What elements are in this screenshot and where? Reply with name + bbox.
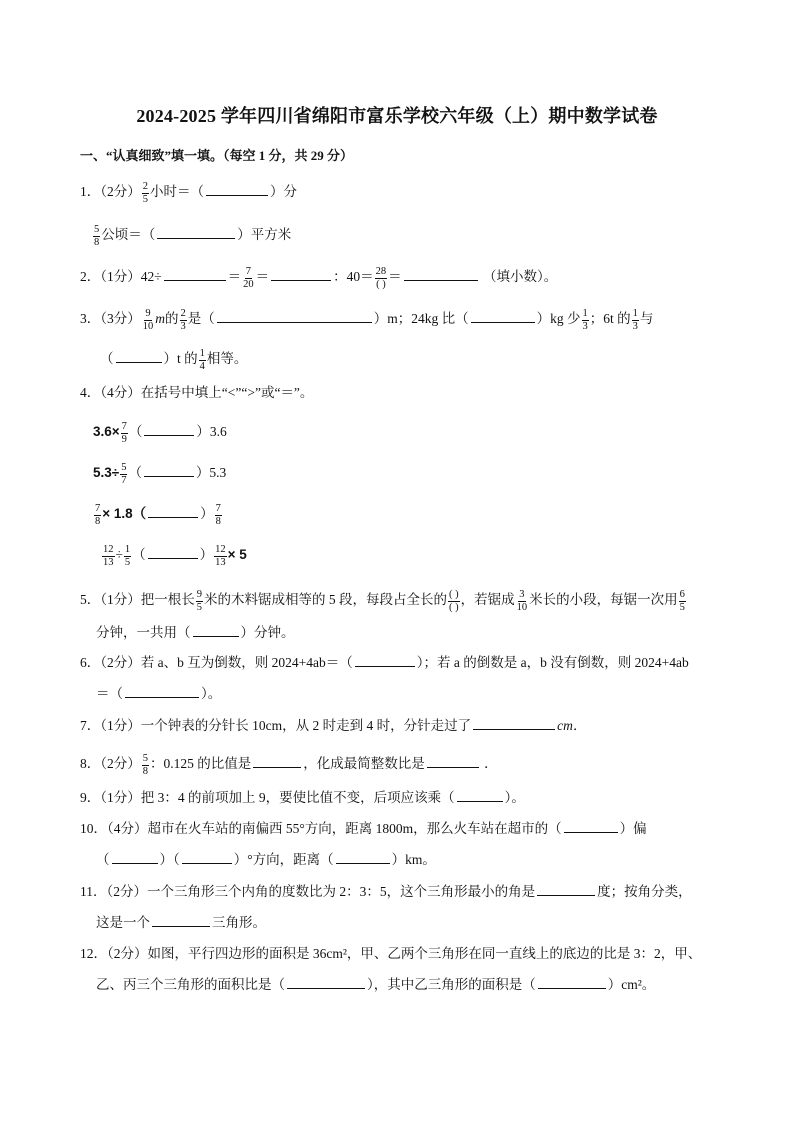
answer-blank[interactable] — [473, 719, 555, 730]
question-1b: $\frac{5}{8}$ 公顷＝（ ）平方米 — [94, 224, 292, 248]
question-7: 7．（1分）一个钟表的分针长 10cm，从 2 时走到 4 时，分针走过了 cm． — [80, 718, 587, 733]
answer-blank[interactable] — [144, 466, 194, 477]
fraction: ( ) ( ) — [449, 589, 459, 613]
fraction: $\frac{9}{10}$ — [142, 308, 154, 332]
question-11-line1: 11．（2分）一个三角形三个内角的度数比为 2：3：5，这个三角形最小的角是 度；按角分类， — [80, 884, 692, 899]
question-6-line1: 6．（2分）若 a、b 互为倒数，则 2024+4ab＝（ ）；若 a 的倒数是 a，b 没有倒数，则 2024+4ab — [80, 655, 689, 670]
answer-blank[interactable] — [336, 853, 390, 864]
answer-blank[interactable] — [271, 270, 331, 281]
fraction: $\frac{12}{13}$ — [103, 544, 114, 568]
question-11-line2: 这是一个 三角形。 — [96, 915, 266, 930]
question-3-line2: （ ）t 的 $\frac{1}{4}$ 相等。 — [100, 348, 248, 372]
answer-blank[interactable] — [538, 978, 606, 989]
question-1a: 1．（2分） $\frac{2}{5}$ 小时＝（ ）分 — [80, 181, 297, 205]
fraction: $\frac{7}{8}$ — [215, 503, 221, 527]
fraction: $\frac{7}{9}$ — [121, 421, 127, 445]
fraction: $\frac{1}{3}$ — [632, 308, 638, 332]
fraction: 28 ( ) — [375, 266, 387, 290]
fraction: $\frac{3}{10}$ — [516, 589, 528, 613]
fraction: $\frac{6}{5}$ — [679, 589, 685, 613]
answer-blank[interactable] — [182, 853, 232, 864]
question-6-line2: ＝（ ）。 — [96, 686, 222, 701]
question-12-line1: 12．（2分）如图，平行四边形的面积是 36cm²，甲、乙两个三角形在同一直线上的底边的比是 3：2，甲、 — [80, 946, 702, 961]
question-4-row2: 5.3÷ $\frac{5}{7}$ （ ）5.3 — [93, 462, 227, 486]
fraction: $\frac{1}{3}$ — [582, 308, 588, 332]
answer-blank[interactable] — [144, 425, 194, 436]
answer-blank[interactable] — [125, 687, 199, 698]
question-5-line2: 分钟，一共用（ ）分钟。 — [96, 625, 295, 640]
fraction: $\frac{2}{3}$ — [180, 308, 186, 332]
fraction: $\frac{7}{8}$ — [95, 503, 101, 527]
fraction: $\frac{7}{20}$ — [243, 266, 254, 290]
answer-blank[interactable] — [537, 885, 595, 896]
answer-blank[interactable] — [193, 626, 239, 637]
question-2: 2．（1分）42÷ ＝ $\frac{7}{20}$ ＝ ：40＝ 28 ( ) ＝ （填小数）。 — [80, 266, 558, 290]
question-5-line1: 5．（1分）把一根长 $\frac{9}{5}$ 米的木料锯成相等的 5 段，每段占全长的 ( ) ( ) ，若锯成 $\frac{3}{10}$ 米长的小段，每锯一次用 $\frac{6}{5}$ — [80, 589, 685, 613]
fraction: $\frac{12}{13}$ — [215, 544, 226, 568]
fraction: $\frac{1}{5}$ — [124, 544, 131, 568]
section-heading: 一、“认真细致”填一填。（每空 1 分，共 29 分） — [80, 148, 354, 163]
question-4-row3: $\frac{7}{8}$ × 1.8（ ） $\frac{7}{8}$ — [95, 503, 221, 527]
question-12-line2: 乙、丙三个三角形的面积比是（ ），其中乙三角形的面积是（ ）cm²。 — [96, 977, 656, 992]
question-4-row1: 3.6× $\frac{7}{9}$ （ ）3.6 — [93, 421, 227, 445]
answer-blank[interactable] — [217, 312, 372, 323]
answer-blank[interactable] — [457, 791, 503, 802]
answer-blank[interactable] — [355, 656, 415, 667]
fraction: $\frac{1}{4}$ — [199, 348, 205, 372]
answer-blank[interactable] — [427, 757, 479, 768]
question-9: 9．（1分）把 3：4 的前项加上 9，要使比值不变，后项应该乘（ ）。 — [80, 790, 525, 805]
answer-blank[interactable] — [116, 352, 162, 363]
answer-blank[interactable] — [564, 822, 618, 833]
question-8: 8．（2分） $\frac{5}{8}$ ：0.125 的比值是 ，化成最简整数比是 ． — [80, 753, 498, 777]
page-title: 2024-2025 学年四川省绵阳市富乐学校六年级（上）期中数学试卷 — [136, 106, 658, 126]
fraction: $\frac{2}{5}$ — [142, 181, 148, 205]
fraction: $\frac{5}{7}$ — [121, 462, 127, 486]
question-3-line1: 3．（3分） $\frac{9}{10}$ m的 $\frac{2}{3}$ 是（ ）m；24kg 比（ ）kg 少 $\frac{1}{3}$ ；6t 的 $\frac{1}{3}$ 与 — [80, 308, 654, 332]
fraction: $\frac{5}{8}$ — [142, 753, 148, 777]
question-10-line2: （ ）（ ）°方向，距离（ ）km。 — [96, 852, 436, 867]
answer-blank[interactable] — [148, 548, 198, 559]
answer-blank[interactable] — [287, 978, 365, 989]
answer-blank[interactable] — [404, 270, 478, 281]
fraction: $\frac{9}{5}$ — [196, 589, 202, 613]
question-4-head: 4．（4分）在括号中填上“<”“>”或“＝”。 — [80, 385, 314, 400]
answer-blank[interactable] — [253, 757, 301, 768]
answer-blank[interactable] — [112, 853, 158, 864]
answer-blank[interactable] — [164, 270, 226, 281]
answer-blank[interactable] — [206, 185, 268, 196]
answer-blank[interactable] — [157, 228, 235, 239]
answer-blank[interactable] — [471, 312, 535, 323]
question-10-line1: 10．（4分）超市在火车站的南偏西 55°方向，距离 1800m，那么火车站在超市的（ ）偏 — [80, 821, 647, 836]
answer-blank[interactable] — [148, 507, 198, 518]
fraction: $\frac{5}{8}$ — [94, 224, 100, 248]
answer-blank[interactable] — [152, 916, 210, 927]
question-4-row4: $\frac{12}{13}$ ÷ $\frac{1}{5}$ （ ） $\frac{12}{13}$ × 5 — [103, 544, 247, 568]
